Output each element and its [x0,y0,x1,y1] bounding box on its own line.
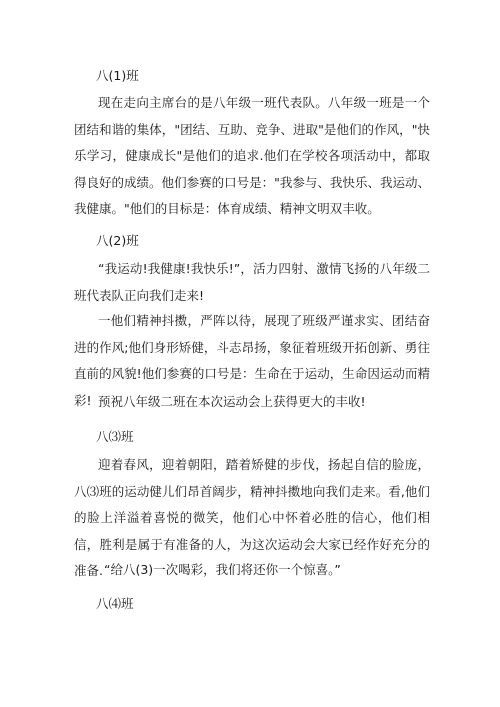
section-1-paragraph [74,90,430,223]
section-heading-class-1: 八(1)班 [96,68,139,83]
section-3-paragraph-1-text: 迎着春风，迎着朝阳，踏着矫健的步伐，扬起自信的脸庞，八⑶班的运动健儿们昂首阔步，精神抖擞地向我们走来。看,他们的脸上洋溢着喜悦的微笑，他们心中怀着必胜的信心，他们相信，胜利是属于有准备的人，为这次运动会大家已经作好充分的准备. [74,457,430,578]
section-1-paragraph-text: 现在走向主席台的是八年级一班代表队。八年级一班是一个团结和谐的集体，"团结、互助、竞争、进取"是他们的作风，"快乐学习，健康成长"是他们的追求.他们在学校各项活动中，都取得良好的成绩。他们参赛的口号是："我参与、我快乐、我运动、我健康。"他们的目标是：体育成绩、精神文明双丰收。 [74,95,430,216]
section-heading-class-3: 八⑶班 [96,429,134,444]
section-3-paragraph-2 [80,557,436,584]
section-2-paragraph-1-text: “我运动!我健康!我快乐!”，活力四射、激情飞扬的八年级二班代表队正向我们走来! [74,261,430,303]
section-2-paragraph-2-text: 一他们精神抖擞，严阵以待，展现了班级严谨求实、团结奋进的作风;他们身形矫健，斗志昂扬，象征着班级开拓创新、勇往直前的风貌!他们参赛的口号是：生命在于运动，生命因运动而精彩! [74,313,430,408]
section-3-paragraph-2-text: “给八(3)一次喝彩，我们将还你一个惊喜。” [104,562,341,577]
section-2-paragraph-3 [74,389,430,416]
section-heading-class-4: 八⑷班 [96,596,134,611]
section-2-paragraph-3-text: 预祝八年级二班在本次运动会上获得更大的丰收! [98,394,366,409]
section-2-paragraph-1 [74,256,430,309]
section-heading-class-2: 八(2)班 [96,233,139,248]
